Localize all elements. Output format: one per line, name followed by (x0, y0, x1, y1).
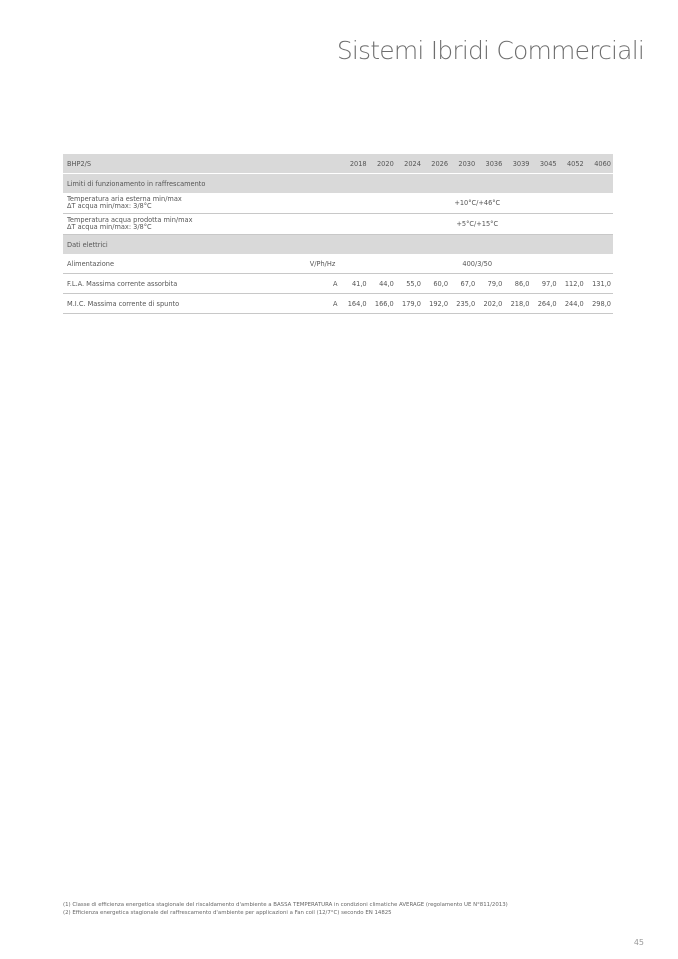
table-cell: 298,0 (586, 294, 613, 314)
table-cell: 264,0 (531, 294, 558, 314)
table-cell: 86,0 (504, 274, 531, 294)
row-unit: V/Ph/Hz (262, 254, 342, 274)
footnotes (63, 902, 508, 917)
model-label: BHP2/S (63, 154, 341, 174)
table-cell: 164,0 (341, 294, 368, 314)
section-row (63, 174, 613, 194)
model-header: 2018 (341, 154, 368, 174)
row-value: +5°C/+15°C (341, 214, 613, 235)
row-label-line: ΔT acqua min/max: 3/8°C (67, 223, 152, 231)
table-cell: 60,0 (423, 274, 450, 294)
table-cell: 79,0 (477, 274, 504, 294)
row-label: F.L.A. Massima corrente assorbita (63, 274, 262, 294)
table-cell: 131,0 (586, 274, 613, 294)
footnote: (1) Classe di efficienza energetica stagionale del riscaldamento d'ambiente a BASSA TEMPERATURA in condizioni climatiche AVERAGE (regolamento UE N°811/2013) (63, 902, 508, 908)
model-header: 3039 (504, 154, 531, 174)
row-label (63, 214, 341, 235)
row-label-line: Temperatura acqua prodotta min/max (67, 216, 193, 224)
table-row (63, 294, 613, 314)
table-cell: 218,0 (504, 294, 531, 314)
table-row (63, 193, 613, 214)
page-title: Sistemi Ibridi Commerciali (336, 36, 644, 65)
table-cell: 67,0 (450, 274, 477, 294)
model-header: 2030 (450, 154, 477, 174)
model-header: 4052 (559, 154, 586, 174)
table-cell: 202,0 (477, 294, 504, 314)
model-header: 4060 (586, 154, 613, 174)
model-header: 2020 (369, 154, 396, 174)
footnote: (2) Efficienza energetica stagionale del raffrescamento d'ambiente per applicazioni a Fan coil (12/7°C) secondo EN 14825 (63, 909, 392, 916)
model-header: 2024 (396, 154, 423, 174)
table-cell: 55,0 (396, 274, 423, 294)
table-cell: 44,0 (369, 274, 396, 294)
row-label (63, 193, 341, 214)
table-cell: 112,0 (559, 274, 586, 294)
table-row (63, 214, 613, 235)
table-row (63, 254, 613, 274)
section-title-cooling: Limiti di funzionamento in raffrescamento (63, 174, 613, 194)
page-number: 45 (633, 938, 644, 947)
row-label: M.I.C. Massima corrente di spunto (63, 294, 262, 314)
row-label-line: ΔT acqua min/max: 3/8°C (67, 202, 152, 210)
table-cell: 179,0 (396, 294, 423, 314)
row-label: Alimentazione (63, 254, 262, 274)
table-row (63, 274, 613, 294)
model-header: 3036 (477, 154, 504, 174)
model-header: 3045 (531, 154, 558, 174)
table-cell: 166,0 (369, 294, 396, 314)
section-title-electric: Dati elettrici (63, 235, 613, 255)
row-value: 400/3/50 (341, 254, 613, 274)
spec-table (63, 154, 613, 314)
row-label-line: Temperatura aria esterna min/max (67, 195, 182, 203)
section-row (63, 235, 613, 255)
table-cell: 235,0 (450, 294, 477, 314)
model-header: 2026 (423, 154, 450, 174)
row-unit: A (262, 294, 342, 314)
table-cell: 41,0 (341, 274, 368, 294)
table-header-row (63, 154, 613, 174)
row-unit: A (262, 274, 342, 294)
table-cell: 97,0 (531, 274, 558, 294)
row-value: +10°C/+46°C (341, 193, 613, 214)
table-cell: 244,0 (559, 294, 586, 314)
table-cell: 192,0 (423, 294, 450, 314)
